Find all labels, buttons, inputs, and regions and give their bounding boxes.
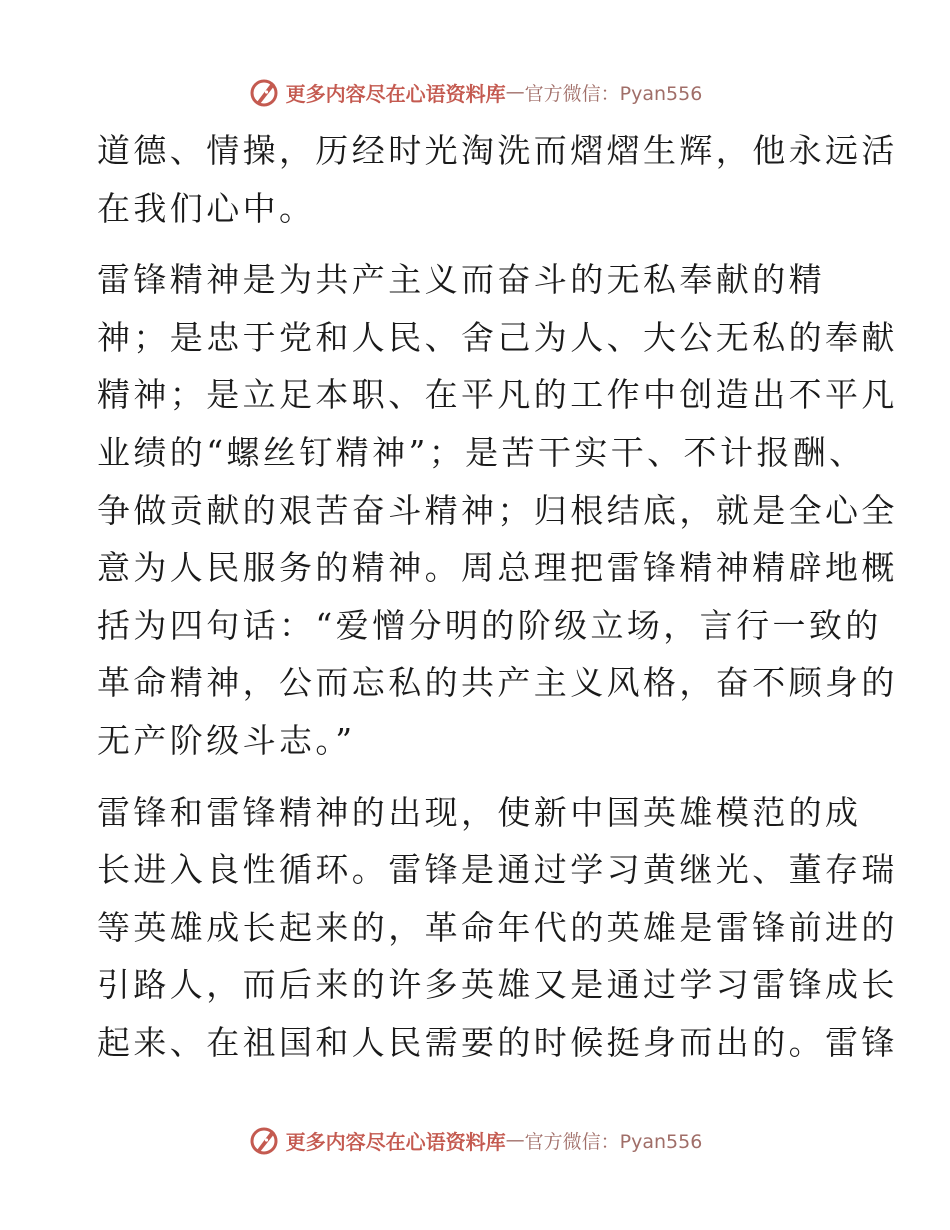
separator: — — [505, 1129, 525, 1151]
pen-nib-circle-icon — [248, 1124, 280, 1156]
text-line: 意为人民服务的精神。周总理把雷锋精神精辟地概 — [97, 548, 898, 588]
text-line: 起来、在祖国和人民需要的时候挺身而出的。雷锋 — [97, 1022, 898, 1062]
separator: — — [505, 81, 525, 103]
text-line: 争做贡献的艰苦奋斗精神；归根结底，就是全心全 — [97, 490, 898, 530]
text-line: 神；是忠于党和人民、舍己为人、大公无私的奉献 — [97, 317, 898, 357]
text-line: 长进入良性循环。雷锋是通过学习黄继光、董存瑞 — [97, 850, 898, 890]
text-line: 道德、情操，历经时光淘洗而熠熠生辉，他永远活 — [97, 131, 898, 170]
text-line: 引路人，而后来的许多英雄又是通过学习雷锋成长 — [97, 965, 898, 1005]
wechat-text: 官方微信：Pyan556 — [524, 82, 703, 105]
text-line: 精神；是立足本职、在平凡的工作中创造出不平凡 — [97, 375, 898, 415]
wechat-text: 官方微信：Pyan556 — [524, 1130, 703, 1153]
text-line: 雷锋精神是为共产主义而奋斗的无私奉献的精 — [97, 260, 825, 300]
text-line: 在我们心中。 — [97, 188, 316, 228]
paragraph-3 — [97, 784, 898, 1072]
text-line: 雷锋和雷锋精神的出现，使新中国英雄模范的成 — [97, 792, 862, 832]
text-line: 无产阶级斗志。” — [97, 720, 356, 760]
header-watermark — [0, 70, 950, 114]
paragraph-2 — [97, 251, 898, 769]
text-line: 等英雄成长起来的，革命年代的英雄是雷锋前进的 — [97, 907, 898, 947]
text-line: 业绩的“螺丝钉精神”；是苦干实干、不计报酬、 — [97, 432, 866, 472]
footer-watermark — [0, 1118, 950, 1162]
paragraph-1 — [97, 122, 898, 237]
brand-text: 更多内容尽在心语资料库 — [285, 1129, 506, 1154]
pen-nib-circle-icon — [248, 76, 280, 108]
text-line: 括为四句话：“爱憎分明的阶级立场，言行一致的 — [97, 605, 882, 645]
text-line: 革命精神，公而忘私的共产主义风格，奋不顾身的 — [97, 663, 898, 703]
document-body — [97, 122, 898, 1072]
brand-text: 更多内容尽在心语资料库 — [285, 81, 506, 106]
